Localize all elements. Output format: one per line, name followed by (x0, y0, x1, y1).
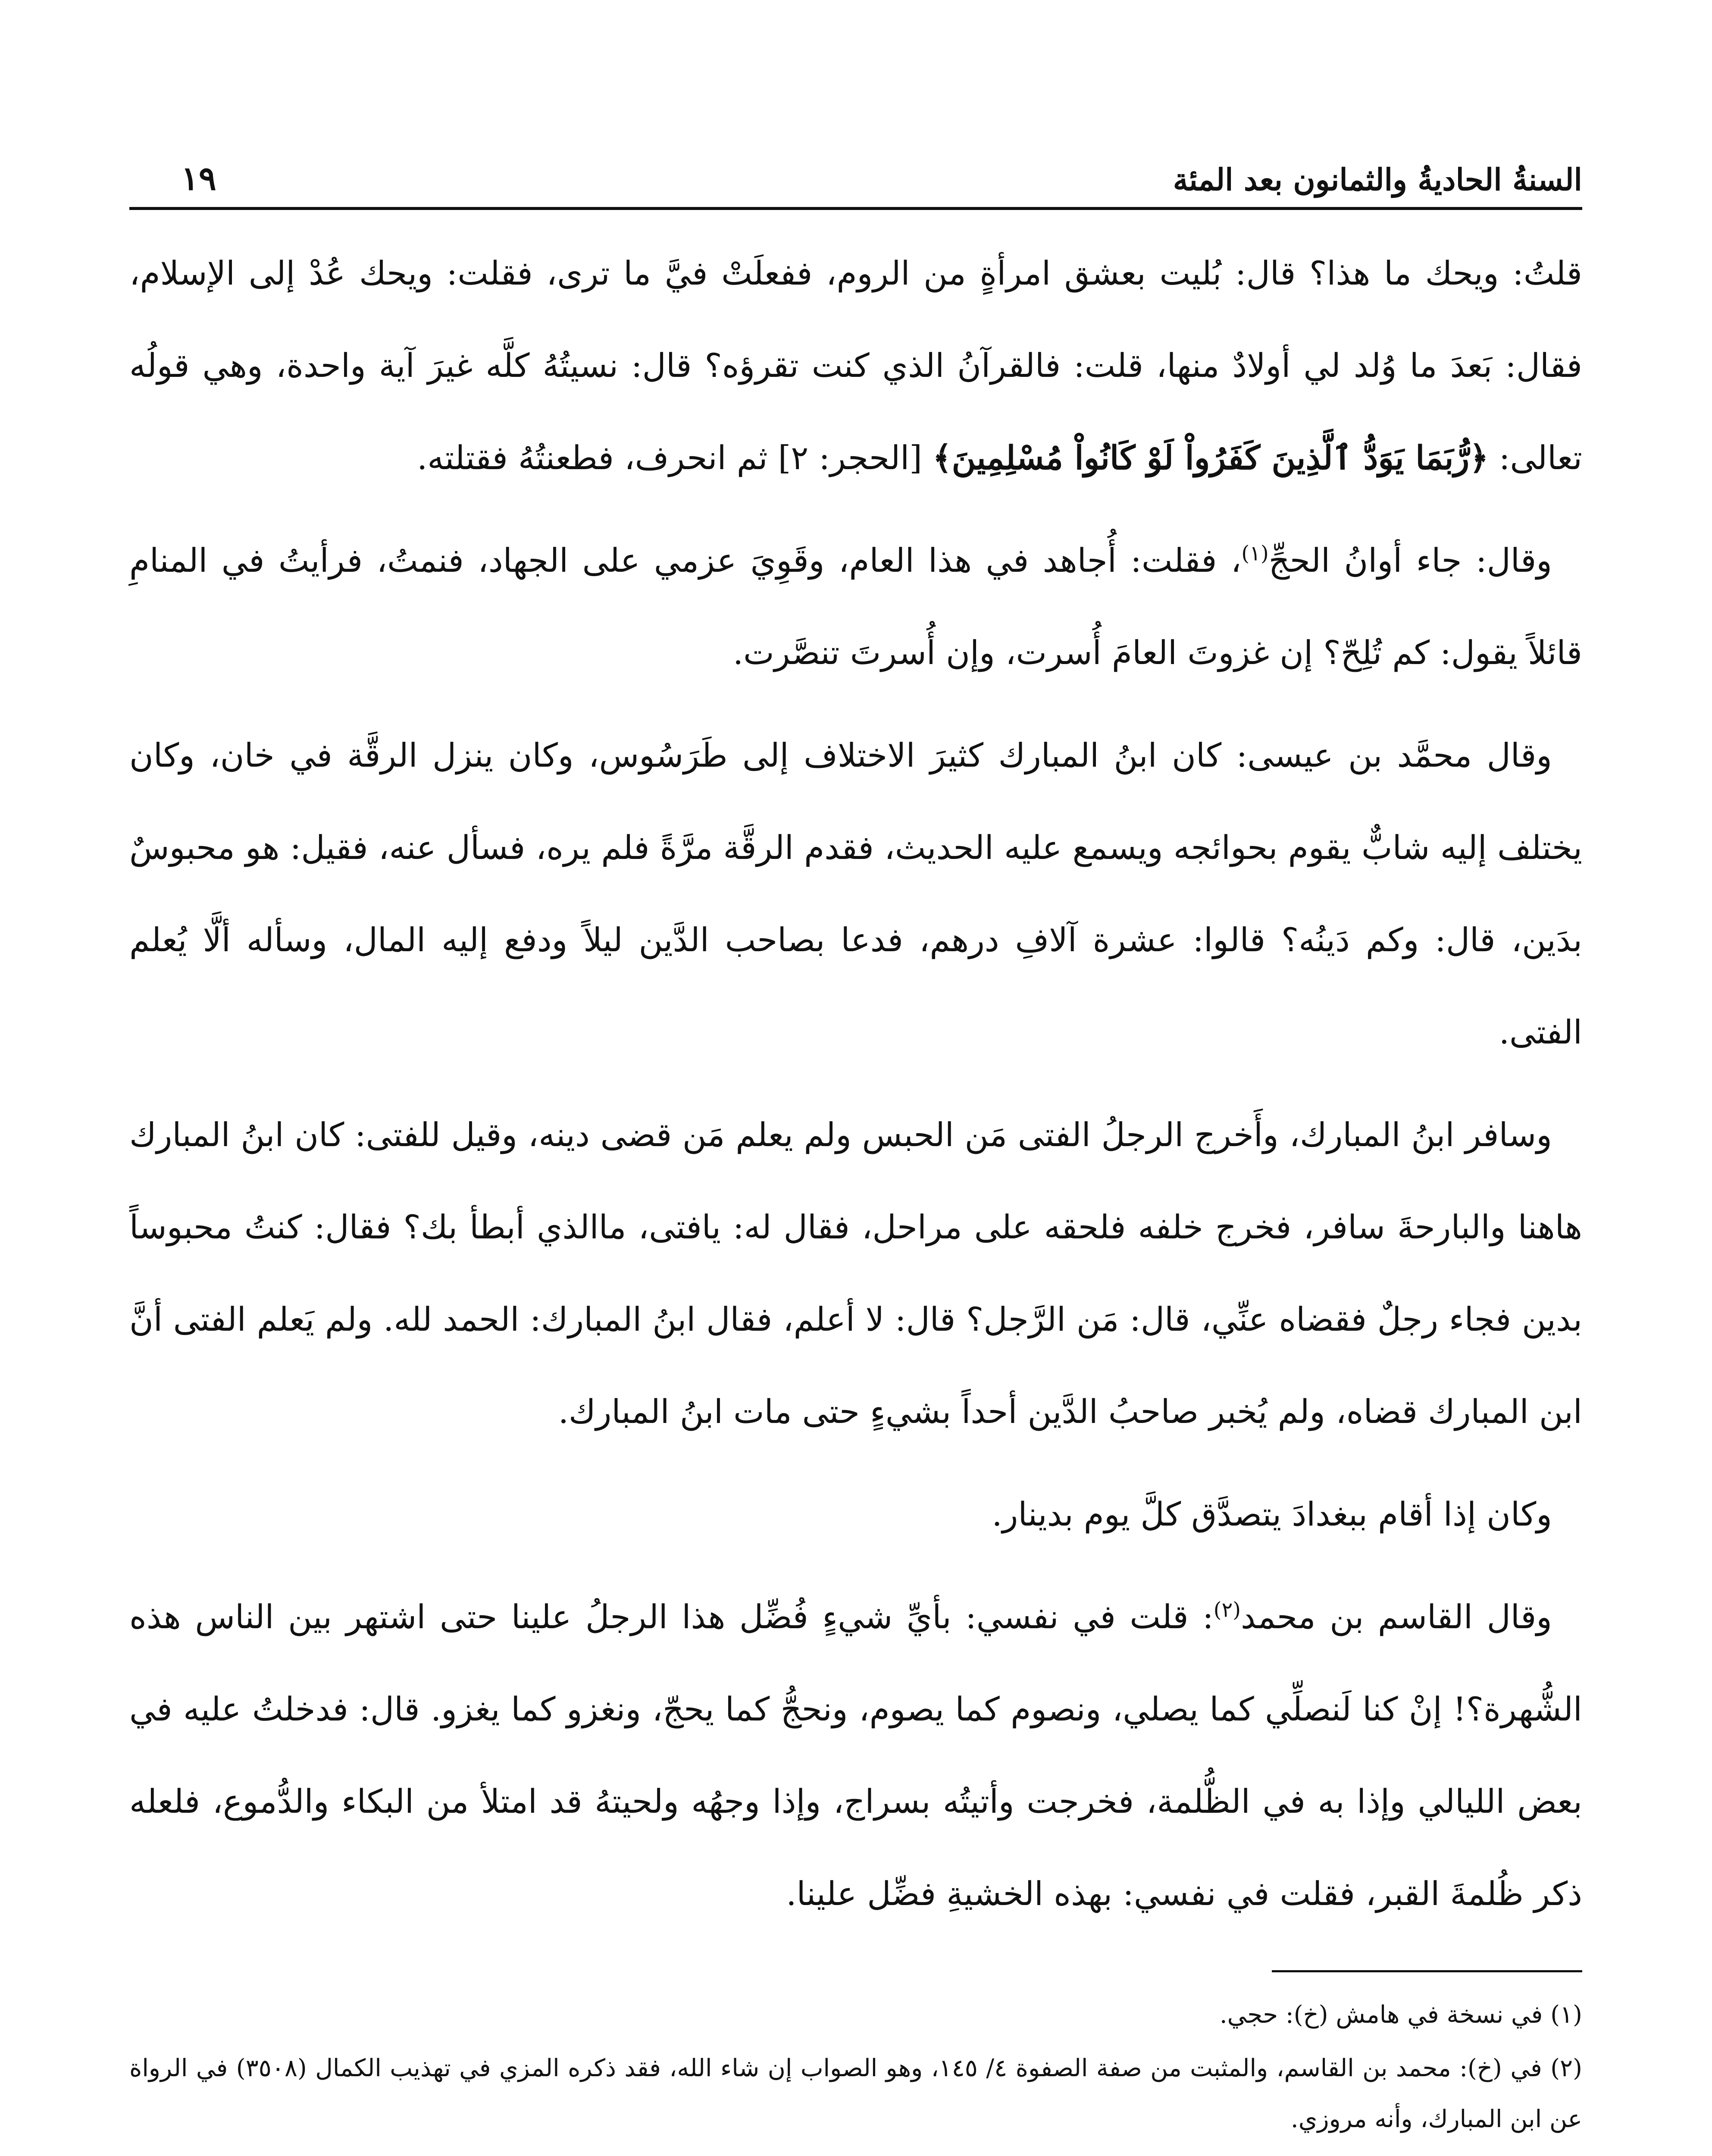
paragraph-text: ، فقلت: أُجاهد في هذا العام، وقَوِيَ عزمي على الجهاد، فنمتُ، فرأيتُ في المنامِ قائلاً يقول: كم تُلِحّ؟ إن غزوتَ العامَ أُسرت، وإن أُسرتَ تنصَّرت. (129, 541, 1582, 672)
paragraph-text: وكان إذا أقام ببغدادَ يتصدَّق كلَّ يوم بدينار. (992, 1495, 1552, 1533)
footnote-reference: (٢) (1213, 1598, 1241, 1622)
running-title: السنةُ الحاديةُ والثمانون بعد المئة (1173, 162, 1582, 197)
paragraph-text: : قلت في نفسي: بأيِّ شيءٍ فُضِّل هذا الرجلُ علينا حتى اشتهر بين الناس هذه الشُّهرة؟! إنْ كنا لَنصلِّي كما يصلي، ونصوم كما يصوم، ونحجُّ كما يحجّ، ونغزو كما يغزو. قال: فدخلتُ عليه في بعض الليالي وإذا به في الظُّلمة، فخرجت وأتيتُه بسراج، وإذا وجهُه ولحيتهُ قد امتلأ من البكاء والدُّموع، فلعله ذكر ظُلمةَ القبر، فقلت في نفسي: بهذه الخشيةِ فضِّل علينا. (129, 1598, 1582, 1913)
main-text (129, 227, 1582, 1940)
book-page (129, 142, 1582, 2156)
quran-quote: ﴿رُّبَمَا يَوَدُّ ٱلَّذِينَ كَفَرُواْ لَوْ كَانُواْ مُسْلِمِينَ﴾ (933, 439, 1489, 477)
paragraph-text: وقال محمَّد بن عيسى: كان ابنُ المبارك كثيرَ الاختلاف إلى طَرَسُوس، وكان ينزل الرقَّة في خان، وكان يختلف إليه شابٌّ يقوم بحوائجه ويسمع عليه الحديث، فقدم الرقَّة مرَّةً فلم يره، فسأل عنه، فقيل: هو محبوسٌ بدَين، قال: وكم دَينُه؟ قالوا: عشرة آلافِ درهم، فدعا بصاحب الدَّين ليلاً ودفع إليه المال، وسأله ألَّا يُعلم الفتى. (129, 736, 1582, 1051)
paragraph-text: وقال القاسم بن محمد (1241, 1598, 1552, 1636)
footnote: (١) في نسخة في هامش (خ): حجي. (1219, 2001, 1582, 2029)
paragraph (129, 1571, 1582, 1940)
footnote-reference: (١) (1241, 541, 1269, 566)
footnote-divider (1272, 1970, 1582, 1972)
paragraph (129, 1468, 1582, 1561)
footnotes (129, 1990, 1582, 2145)
paragraph (129, 1089, 1582, 1458)
paragraph (129, 709, 1582, 1078)
paragraph-text: وقال: جاء أوانُ الحجِّ (1268, 541, 1552, 580)
paragraph-text: [الحجر: ٢] ثم انحرف، فطعنتُهُ فقتلته. (417, 439, 933, 477)
page-header (129, 142, 1582, 210)
footnote: (٢) في (خ): محمد بن القاسم، والمثبت من صفة الصفوة ٤/ ١٤٥، وهو الصواب إن شاء الله، فقد ذكره المزي في تهذيب الكمال (٣٥٠٨) في الرواة عن ابن المبارك، وأنه مروزي. (129, 2054, 1582, 2133)
page-number: ١٩ (181, 159, 216, 197)
paragraph-text: وسافر ابنُ المبارك، وأَخرج الرجلُ الفتى مَن الحبس ولم يعلم مَن قضى دينه، وقيل للفتى: كان ابنُ المبارك هاهنا والبارحةَ سافر، فخرج خلفه فلحقه على مراحل، فقال له: يافتى، ماالذي أبطأ بك؟ فقال: كنتُ محبوساً بدين فجاء رجلٌ فقضاه عنِّي، قال: مَن الرَّجل؟ قال: لا أعلم، فقال ابنُ المبارك: الحمد لله. ولم يَعلم الفتى أنَّ ابن المبارك قضاه، ولم يُخبر صاحبُ الدَّين أحداً بشيءٍ حتى مات ابنُ المبارك. (129, 1116, 1582, 1431)
paragraph (129, 227, 1582, 504)
paragraph-text: قلتُ: ويحك ما هذا؟ قال: بُليت بعشق امرأةٍ من الروم، ففعلَتْ فيَّ ما ترى، فقلت: ويحك عُدْ إلى الإسلام، فقال: بَعدَ ما وُلد لي أولادٌ منها، قلت: فالقرآنُ الذي كنت تقرؤه؟ قال: نسيتُهُ كلَّه غيرَ آية واحدة، وهي قولُه تعالى: (129, 254, 1582, 477)
paragraph (129, 514, 1582, 699)
